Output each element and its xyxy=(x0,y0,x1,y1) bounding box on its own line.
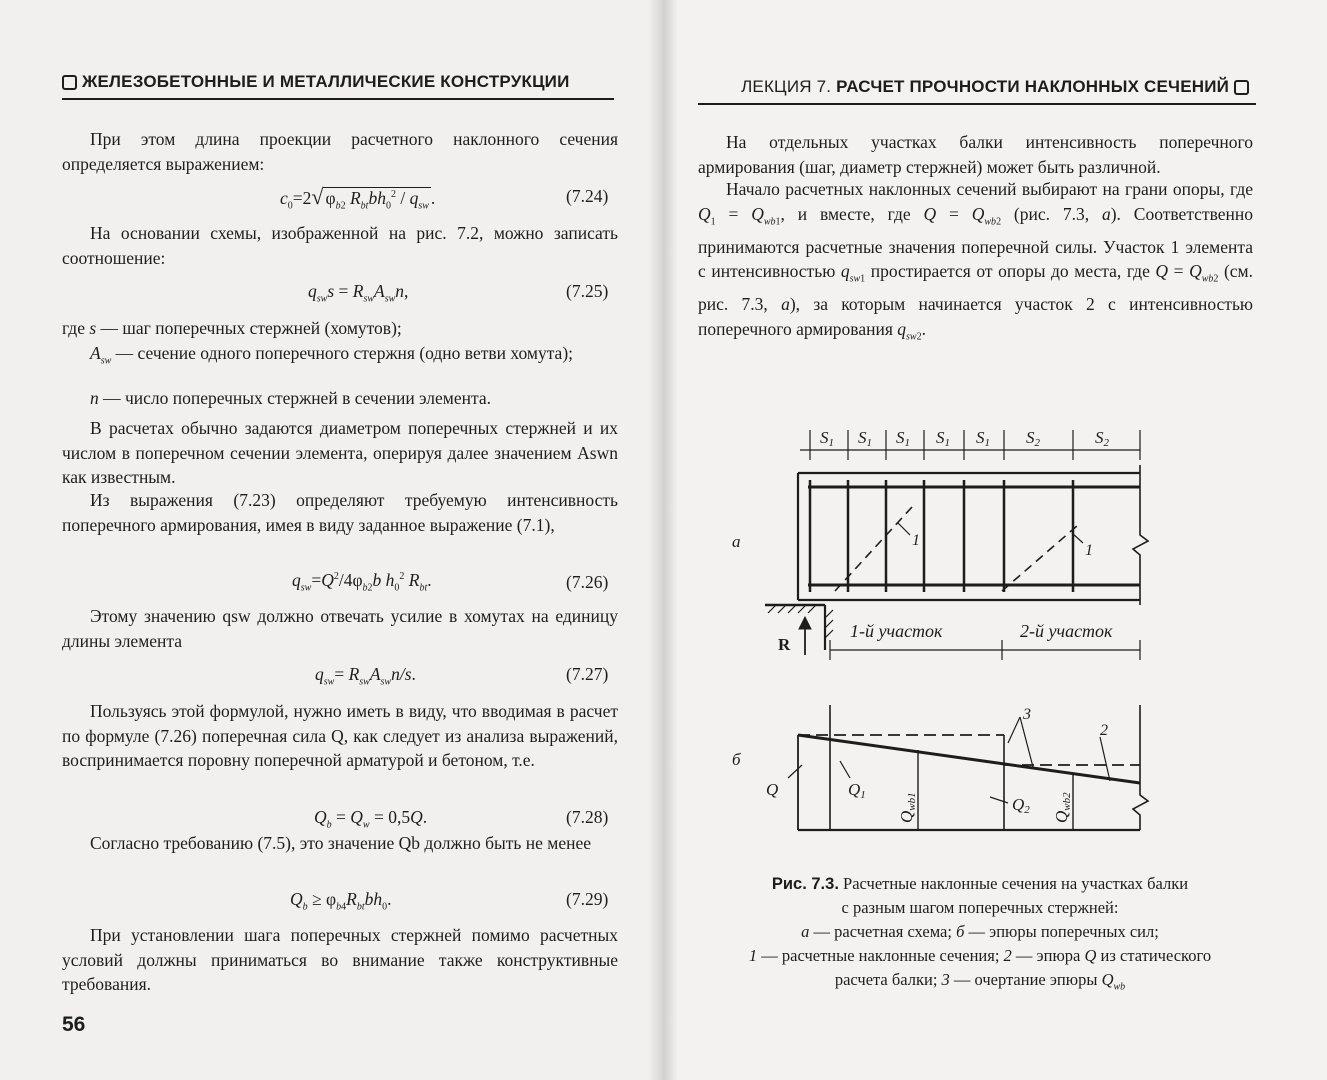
page-number: 56 xyxy=(62,1013,86,1036)
caption-title: Рис. 7.3. xyxy=(771,875,839,893)
paragraph: На основании схемы, изображенной на рис. 7.2, можно записать соотношение: xyxy=(62,223,618,268)
spacing-label: S1 xyxy=(936,428,950,449)
paragraph: Этому значению qsw должно отвечать усилие в хомутах на единицу длины элемента xyxy=(62,606,618,651)
caption-line: 1 — расчетные наклонные сечения; 2 — эпюра Q из статического xyxy=(748,946,1212,965)
definition-n: n — число поперечных стержней в сечении элемента. xyxy=(90,388,491,408)
equation-7-29: $Q_b \ge \varphi_{b4}R_{bt}bh_0$. xyxy=(290,889,392,913)
equation-number: (7.27) xyxy=(566,664,609,684)
square-bullet-icon xyxy=(1234,80,1249,95)
paragraph: При установлении шага поперечных стержней помимо расчетных условий должны приниматься во внимание также конструктивные требования. xyxy=(62,925,618,994)
left-running-header xyxy=(62,72,570,92)
left-page xyxy=(0,0,662,1080)
figure-caption xyxy=(690,872,1270,999)
zone-1-label: 1-й участок xyxy=(850,621,943,641)
square-bullet-icon xyxy=(62,75,77,90)
caption-line: Расчетные наклонные сечения на участках балки xyxy=(843,874,1189,893)
diagram-label-3: 3 xyxy=(1023,706,1031,723)
equation-7-25: $q_{sw}s = R_{sw}A_{sw}n$, xyxy=(308,281,409,305)
paragraph: Из выражения (7.23) определяют требуемую интенсивность поперечного армирования, имея в виду заданное выражение (7.1), xyxy=(62,490,618,535)
paragraph-with-formulas: Начало расчетных наклонных сечений выбирают на грани опоры, где $Q_1 = Q_{wb1}$, и вместе, где $Q = Q_{wb2}$ (рис. 7.3, а). Соответственно принимаются расчетные значения поперечной силы. Участок 1 элемента с интенсивностью $q_{sw1}$ простирается от опоры до места, где $Q = Q_{wb2}$ (см. рис. 7.3, а), за которым начинается участок 2 с интенсивностью поперечного армирования $q_{sw2}$. xyxy=(698,179,1254,342)
spacing-label: S1 xyxy=(858,428,872,449)
equation-7-24: $c_0=2√$ $\varphi_{b2}$ $R_{bt}bh_0^2 / q_{sw}$ . xyxy=(280,184,436,212)
equation-7-28: $Q_b = Q_w = 0,5Q$. xyxy=(314,807,428,831)
zone-2-label: 2-й участок xyxy=(1020,621,1113,641)
spacing-label: S1 xyxy=(896,428,910,449)
book-gutter-shadow xyxy=(648,0,678,1080)
equation-number: (7.24) xyxy=(566,186,609,206)
shear-label-q: Q xyxy=(766,780,779,799)
lecture-title: РАСЧЕТ ПРОЧНОСТИ НАКЛОННЫХ СЕЧЕНИЙ xyxy=(836,77,1230,96)
section-label-1: 1 xyxy=(1085,542,1093,559)
equation-number: (7.29) xyxy=(566,889,609,909)
caption-line: с разным шагом поперечных стержней: xyxy=(841,898,1119,917)
paragraph: Согласно требованию (7.5), это значение Qb должно быть не менее xyxy=(90,833,592,853)
equation-7-27: $q_{sw}= R_{sw}A_{sw}n/s$. xyxy=(315,664,416,688)
support-reaction-label: R xyxy=(778,635,791,654)
caption-line: а — расчетная схема; б — эпюры поперечных сил; xyxy=(801,922,1159,941)
right-running-header xyxy=(741,77,1249,97)
lecture-label: ЛЕКЦИЯ 7. xyxy=(741,77,832,96)
spacing-label: S1 xyxy=(820,428,834,449)
equation-number: (7.26) xyxy=(566,572,609,592)
shear-label-qwb1: Qwb1 xyxy=(897,792,918,823)
equation-number: (7.25) xyxy=(566,281,609,301)
header-rule xyxy=(698,103,1256,105)
shear-label-qwb2: Qwb2 xyxy=(1052,792,1073,823)
header-rule xyxy=(62,98,614,100)
equation-7-26: $q_{sw}=Q^2/4\varphi_{b2}b$ $h_0^2$ $R_{bt}$. xyxy=(292,570,432,594)
figure-label-a: а xyxy=(732,532,741,551)
spacing-label: S2 xyxy=(1026,428,1040,449)
diagram-label-2: 2 xyxy=(1100,722,1108,739)
spacing-label: S1 xyxy=(976,428,990,449)
shear-label-q1: Q1 xyxy=(848,780,866,801)
left-header-text: ЖЕЛЕЗОБЕТОННЫЕ И МЕТАЛЛИЧЕСКИЕ КОНСТРУКЦИИ xyxy=(81,72,570,91)
paragraph: Пользуясь этой формулой, нужно иметь в виду, что вводимая в расчет по формуле (7.26) поперечная сила Q, как следует из анализа выражений, воспринимается поровну поперечной арматурой и бетоном, т.е. xyxy=(62,701,618,770)
paragraph: На отдельных участках балки интенсивность поперечного армирования (шаг, диаметр стержней) может быть различной. xyxy=(698,132,1253,177)
shear-label-q2: Q2 xyxy=(1012,795,1030,816)
caption-line: расчета балки; 3 — очертание эпюры $Q_{wb}$ xyxy=(834,970,1126,993)
figure-7-3 xyxy=(690,405,1280,875)
definition-s: где s — шаг поперечных стержней (хомутов); xyxy=(62,318,402,338)
section-label-1: 1 xyxy=(912,532,920,549)
paragraph: В расчетах обычно задаются диаметром поперечных стержней и их числом в поперечном сечении элемента, оперируя далее значением Aswn как известным. xyxy=(62,418,618,487)
figure-label-b: б xyxy=(732,750,741,769)
paragraph: При этом длина проекции расчетного наклонного сечения определяется выражением: xyxy=(62,129,618,174)
equation-number: (7.28) xyxy=(566,807,609,827)
spacing-label: S2 xyxy=(1095,428,1109,449)
definition-asw: $A_{sw}$ — сечение одного поперечного стержня (одно ветви хомута); xyxy=(90,343,574,367)
